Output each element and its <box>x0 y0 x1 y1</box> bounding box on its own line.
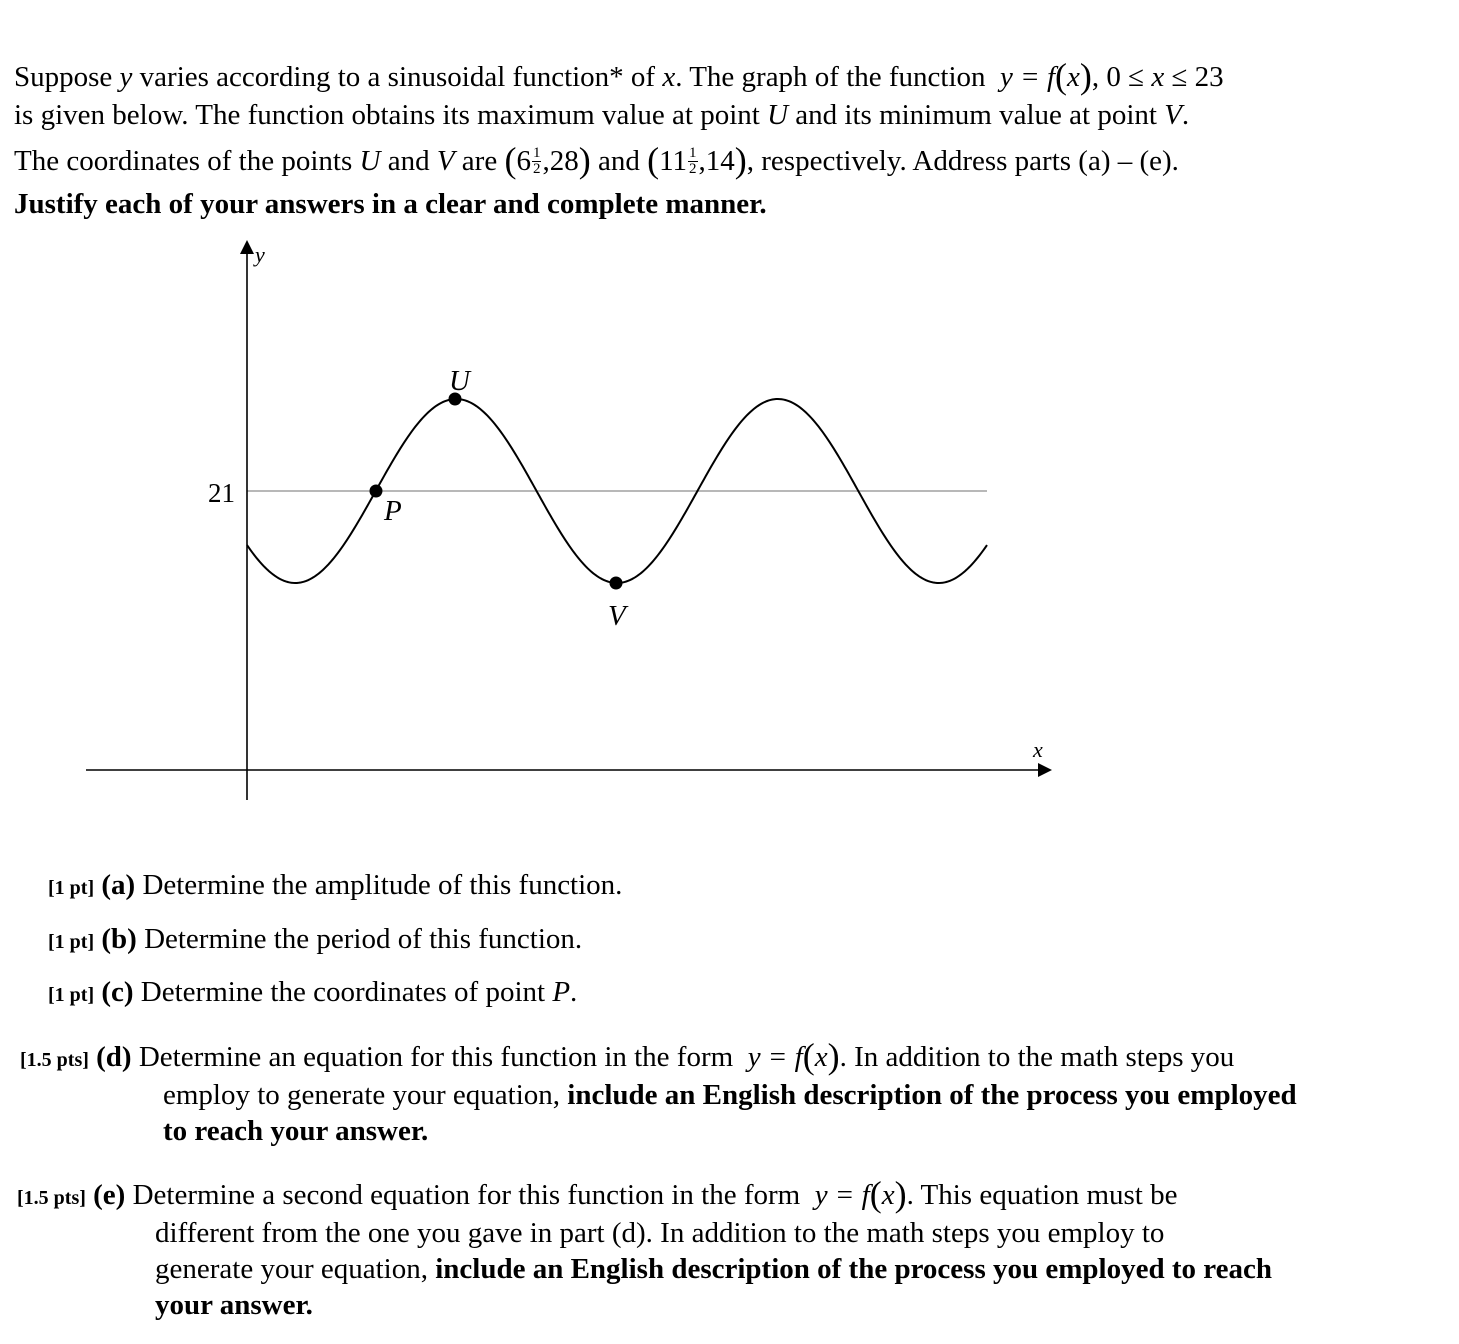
point-p-ref: P <box>552 976 571 1008</box>
intro-text: varies according to a sinusoidal function* of <box>139 61 656 93</box>
question-bold-text: to reach your answer. <box>163 1115 429 1147</box>
points-badge: [1 pt] <box>48 931 95 953</box>
question-text: employ to generate your equation, <box>163 1079 561 1111</box>
question-d-line-3 <box>163 1117 428 1146</box>
intro-text: and <box>387 145 430 177</box>
point-v-ref: V <box>436 145 455 177</box>
fraction-half: $\frac{1}{2}$ <box>689 144 697 177</box>
intro-text: . The graph of the function <box>675 61 986 93</box>
question-text: Determine the period of this function. <box>144 923 583 955</box>
domain-text: , 0 ≤ <box>1091 61 1145 93</box>
intro-line-3: The coordinates of the points U and V are (6 $\frac{1}{2}$ ,28) and (11 $\frac{1}{2}$ ,14), respectively. Address parts (a) – (e). <box>14 140 1179 180</box>
question-e-line-3 <box>155 1255 1272 1284</box>
question-label: (b) <box>101 923 137 955</box>
question-label: (e) <box>93 1179 126 1211</box>
question-e-line-2 <box>155 1219 1164 1248</box>
question-bold-text: include an English description of the process you employed to reach <box>435 1253 1272 1285</box>
point-u-ref: U <box>767 99 789 131</box>
question-d-line-1: [1.5 pts] (d) Determine an equation for this function in the form y = f(x). In addition to the math steps you <box>20 1036 1235 1076</box>
question-e-line-4 <box>155 1291 313 1320</box>
question-label: (c) <box>101 976 134 1008</box>
justify-text: Justify each of your answers in a clear and complete manner. <box>14 188 767 220</box>
x-axis-label: x <box>1033 737 1043 762</box>
function-notation: y = f <box>814 1179 870 1211</box>
domain-text: ≤ 23 <box>1171 61 1224 93</box>
question-text: Determine the coordinates of point <box>140 976 546 1008</box>
points-badge: [1 pt] <box>48 877 95 899</box>
question-text: . This equation must be <box>906 1179 1178 1211</box>
y-axis-label: y <box>255 242 265 267</box>
question-bold-text: your answer. <box>155 1289 313 1321</box>
function-notation: y = f <box>747 1041 803 1073</box>
var-x: x <box>662 61 676 93</box>
intro-text: Suppose <box>14 61 113 93</box>
y-axis-arrow <box>240 240 254 254</box>
question-d-line-2 <box>163 1081 1297 1110</box>
question-c <box>48 978 577 1007</box>
point-p-dot <box>370 485 383 498</box>
var-x: x <box>1151 61 1165 93</box>
question-b <box>48 925 582 954</box>
intro-text: is given below. The function obtains its maximum value at point <box>14 99 760 131</box>
midline-label: 21 <box>208 478 235 508</box>
function-notation: y = f <box>1000 61 1056 93</box>
point-v-dot <box>610 577 623 590</box>
question-text: different from the one you gave in part (d). In addition to the math steps you employ to <box>155 1217 1165 1249</box>
intro-text: The coordinates of the points <box>14 145 353 177</box>
question-e-line-1: [1.5 pts] (e) Determine a second equation for this function in the form y = f(x). This equation must be <box>17 1174 1178 1214</box>
var-x: x <box>881 1179 895 1211</box>
intro-text: and its minimum value at point <box>795 99 1157 131</box>
coord-v-x: 11 <box>659 145 688 177</box>
points-badge: [1.5 pts] <box>17 1187 86 1209</box>
question-label: (a) <box>101 869 136 901</box>
x-axis-arrow <box>1038 763 1052 777</box>
point-v-label: V <box>608 600 626 632</box>
intro-text: , respectively. Address parts (a) – (e). <box>746 145 1179 177</box>
question-a <box>48 871 622 900</box>
question-label: (d) <box>96 1041 132 1073</box>
coord-u-x: 6 <box>516 145 531 177</box>
question-text: Determine the amplitude of this function. <box>142 869 623 901</box>
point-u-label: U <box>449 365 470 397</box>
intro-text: . <box>1181 99 1190 131</box>
question-text: . <box>570 976 578 1008</box>
question-text: Determine an equation for this function in the form <box>138 1041 734 1073</box>
intro-text: and <box>597 145 640 177</box>
var-x: x <box>1067 61 1080 93</box>
intro-text: are <box>461 145 498 177</box>
question-text: . In addition to the math steps you <box>839 1041 1235 1073</box>
fraction-half: $\frac{1}{2}$ <box>532 144 541 177</box>
coord-u-y: ,28 <box>542 145 579 177</box>
point-v-ref: V <box>1164 99 1182 131</box>
question-text: generate your equation, <box>155 1253 428 1285</box>
question-text: Determine a second equation for this function in the form <box>132 1179 801 1211</box>
var-x: x <box>814 1041 828 1073</box>
question-bold-text: include an English description of the process you employed <box>567 1079 1297 1111</box>
coord-v-y: ,14 <box>698 145 735 177</box>
points-badge: [1.5 pts] <box>20 1049 89 1071</box>
point-u-ref: U <box>359 145 381 177</box>
var-y: y <box>119 61 133 93</box>
points-badge: [1 pt] <box>48 984 95 1006</box>
intro-line-1: Suppose y varies according to a sinusoidal function* of x. The graph of the function y = f(x), 0 ≤ x ≤ 23 <box>14 56 1224 96</box>
point-p-label: P <box>384 495 402 527</box>
